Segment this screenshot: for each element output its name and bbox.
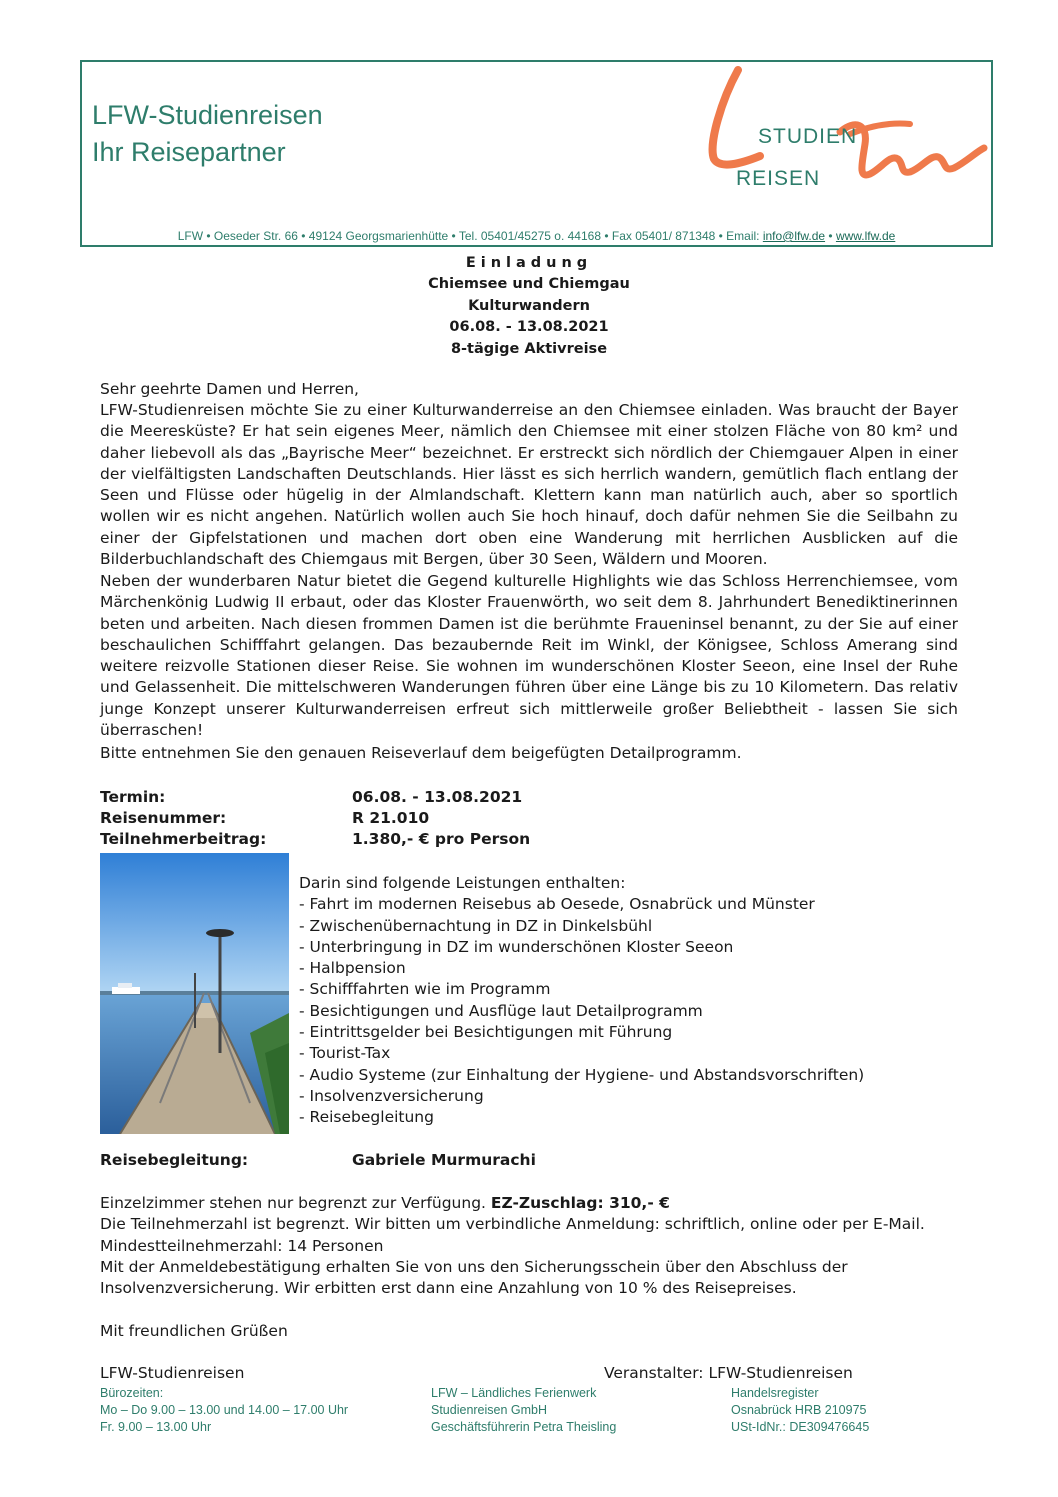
letterhead-border-left	[80, 60, 82, 246]
contact-address: LFW • Oeseder Str. 66 • 49124 Georgsmarienhütte • Tel. 05401/45275 o. 44168 • Fax 05401/ 871348 • Email:	[177, 229, 763, 243]
dates-heading: 06.08. - 13.08.2021	[449, 319, 609, 335]
footer-line: LFW – Ländliches Ferienwerk	[431, 1386, 597, 1400]
list-item: - Audio Systeme (zur Einhaltung der Hygiene- und Abstandsvorschriften)	[299, 1065, 865, 1084]
footer-company	[431, 1385, 616, 1436]
email-link[interactable]: info@lfw.de	[762, 229, 826, 243]
letterhead-border-right	[991, 60, 993, 246]
letter-paragraph-3: Bitte entnehmen Sie den genauen Reiseverlauf dem beigefügten Detailprogramm.	[100, 744, 742, 762]
footer-line: Studienreisen GmbH	[431, 1403, 548, 1417]
minimum-participants: Mindestteilnehmerzahl: 14 Personen	[100, 1237, 384, 1255]
guide-name: Gabriele Murmurachi	[352, 1151, 536, 1169]
footer-line: Bürozeiten:	[100, 1386, 164, 1400]
list-item: - Insolvenzversicherung	[299, 1086, 484, 1105]
services-intro: Darin sind folgende Leistungen enthalten:	[299, 874, 626, 892]
sender-name: LFW-Studienreisen	[100, 1364, 245, 1382]
theme-heading: Kulturwandern	[468, 298, 590, 314]
footer-registry	[731, 1385, 869, 1436]
contact-line	[80, 229, 993, 243]
salutation: Sehr geehrte Damen und Herren,	[100, 380, 359, 398]
beitrag-label: Teilnehmerbeitrag:	[100, 830, 267, 848]
footer-line: Osnabrück HRB 210975	[731, 1403, 867, 1417]
footer-line: Geschäftsführerin Petra Theisling	[431, 1420, 617, 1434]
list-item: - Schifffahrten wie im Programm	[299, 980, 551, 999]
logo-word-studien: STUDIEN	[758, 125, 858, 148]
list-item: - Eintrittsgelder bei Besichtigungen mit Führung	[299, 1023, 673, 1042]
contact-separator: •	[825, 229, 836, 243]
services-list	[299, 873, 939, 1129]
list-item: - Besichtigungen und Ausflüge laut Detailprogramm	[299, 1001, 703, 1020]
list-item: - Unterbringung in DZ im wunderschönen Kloster Seeon	[299, 937, 734, 956]
company-tagline: Ihr Reisepartner	[92, 137, 286, 167]
letterhead-border-bottom	[80, 245, 993, 247]
duration-heading: 8-tägige Aktivreise	[450, 341, 608, 357]
destination-heading: Chiemsee und Chiemgau	[428, 276, 630, 292]
logo-word-reisen: REISEN	[736, 167, 821, 190]
list-item: - Zwischenübernachtung in DZ in Dinkelsbühl	[299, 916, 653, 935]
letter-paragraph-2: Neben der wunderbaren Natur bietet die Gegend kulturelle Highlights wie das Schloss Herrenchiemsee, vom Märchenkönig Ludwig II erbaut, oder das Kloster Frauenwörth, wo seit dem 8. Jahrhundert Benediktinerinnen beten und arbeiten. Nach diesen frommen Damen ist die berühmte Fraueninsel benannt, zu der Sie auf einer beschaulichen Schifffahrt gelangen. Das bezaubernde Reit im Winkl, der Königsee, Schloss Amerang sind weitere reizvolle Stationen dieser Reise. Sie wohnen im wunderschönen Kloster Seeon, eine Insel der Ruhe und Gelassenheit. Die mittelschweren Wanderungen führen über eine Länge bis zu 10 Kilometern. Das relativ junge Konzept unserer Kulturwanderreisen erfreut sich mittlerweile großer Beliebtheit - lassen Sie sich überraschen!	[100, 572, 958, 740]
footer-line: USt-IdNr.: DE309476645	[731, 1420, 870, 1434]
letter-paragraph-1: LFW-Studienreisen möchte Sie zu einer Kulturwanderreise an den Chiemsee einladen. Was braucht der Bayer die Meeresküste? Er hat sein eigenes Meer, nämlich den Chiemsee mit einer stolzen Fläche von 80 km² und daher liebevoll als das „Bayrische Meer“ bezeichnet. Er erstreckt sich nördlich der Chiemgauer Alpen in einer der vielfältigsten Landschaften Deutschlands. Hier lässt es sich herrlich wandern, gemütlich flach entlang der Seen und Flüsse oder hügelig in der Almlandschaft. Klettern kann man natürlich auch, aber so sportlich wollen wir es nicht angehen. Natürlich wollen auch Sie hoch hinauf, doch dafür nehmen Sie die Seilbahn zu einer der Gipfelstationen und machen dort oben eine Wanderung mit herrlichen Ausblicken auf die Bilderbuchlandschaft des Chiemgaus mit Bergen, über 30 Seen, Wäldern und Mooren.	[100, 401, 958, 569]
list-item: - Fahrt im modernen Reisebus ab Oesede, Osnabrück und Münster	[299, 895, 815, 914]
single-room-note	[100, 1193, 958, 1214]
reisenummer-label: Reisenummer:	[100, 809, 227, 827]
footer-line: Handelsregister	[731, 1386, 819, 1400]
beitrag-value: 1.380,- € pro Person	[352, 830, 531, 848]
letterhead-border-top	[80, 60, 993, 62]
lfw-logo	[700, 64, 990, 194]
single-room-surcharge: EZ-Zuschlag: 310,- €	[490, 1194, 670, 1212]
footer-line: Mo – Do 9.00 – 13.00 und 14.00 – 17.00 Uhr	[100, 1403, 349, 1417]
list-item: - Reisebegleitung	[299, 1108, 434, 1127]
termin-value: 06.08. - 13.08.2021	[352, 788, 523, 806]
list-item: - Halbpension	[299, 959, 406, 978]
guide-label: Reisebegleitung:	[100, 1151, 249, 1169]
termin-label: Termin:	[100, 788, 166, 806]
insurance-note-line-2: Insolvenzversicherung. Wir erbitten erst dann eine Anzahlung von 10 % des Reisepreises.	[100, 1279, 797, 1297]
footer-office-hours	[100, 1385, 348, 1436]
insurance-note-line-1: Mit der Anmeldebestätigung erhalten Sie von uns den Sicherungsschein über den Abschluss der	[100, 1258, 848, 1276]
organizer-line: Veranstalter: LFW-Studienreisen	[604, 1364, 853, 1382]
invitation-heading: Einladung	[465, 255, 593, 271]
closing-greeting: Mit freundlichen Grüßen	[100, 1322, 288, 1340]
lake-pier-photo	[100, 853, 289, 1134]
registration-note: Die Teilnehmerzahl ist begrenzt. Wir bitten um verbindliche Anmeldung: schriftlich, online oder per E-Mail.	[100, 1215, 925, 1233]
list-item: - Tourist-Tax	[299, 1044, 391, 1063]
reisenummer-value: R 21.010	[352, 809, 430, 827]
single-room-text: Einzelzimmer stehen nur begrenzt zur Verfügung.	[100, 1194, 491, 1212]
website-link[interactable]: www.lfw.de	[835, 229, 896, 243]
company-name: LFW-Studienreisen	[92, 100, 323, 130]
footer-line: Fr. 9.00 – 13.00 Uhr	[100, 1420, 212, 1434]
